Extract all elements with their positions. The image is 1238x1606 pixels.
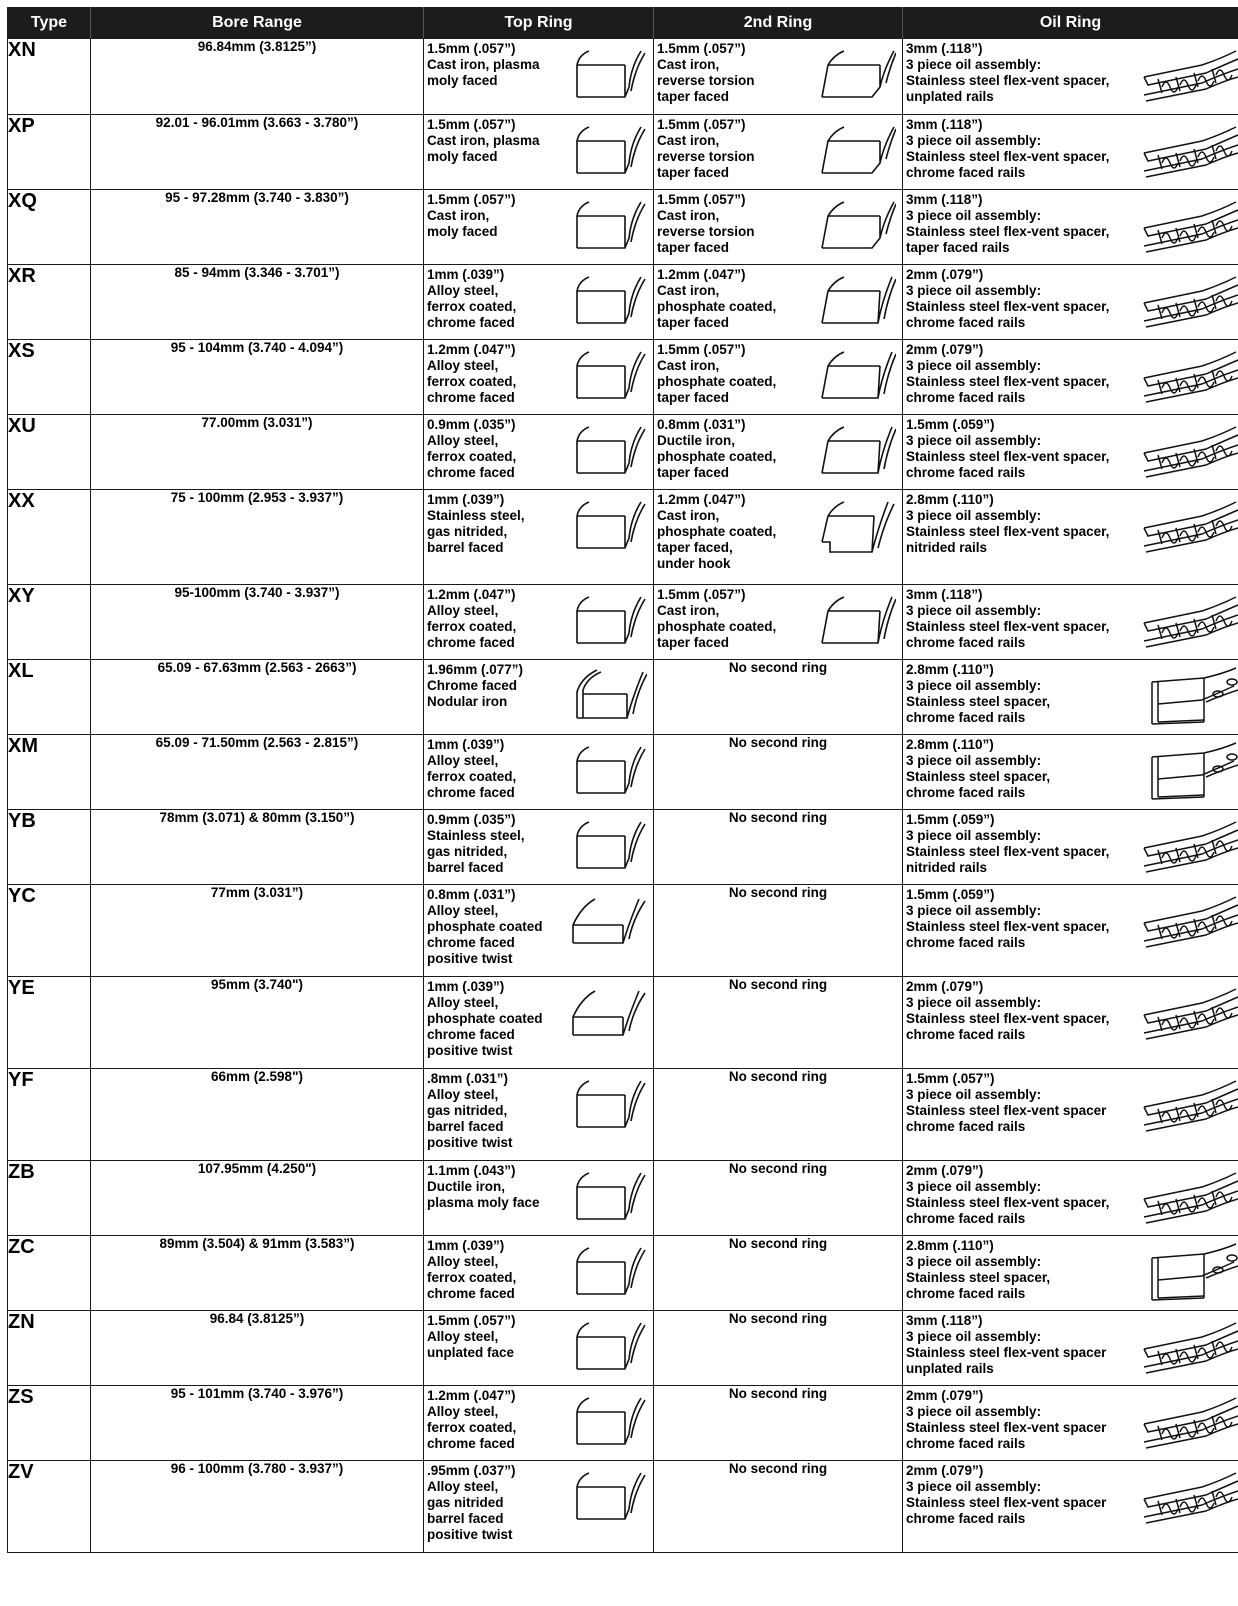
ring-type-code: XN bbox=[8, 39, 91, 115]
ring-type-code: XL bbox=[8, 660, 91, 735]
top-ring-cell bbox=[424, 415, 654, 490]
oil-ring-cell bbox=[903, 1236, 1238, 1311]
oil-ring-spec-text: 1.5mm (.059”) 3 piece oil assembly: Stainless steel flex-vent spacer, chrome faced rails bbox=[906, 417, 1110, 480]
second-ring-cell bbox=[654, 340, 903, 415]
table-row bbox=[8, 660, 1238, 735]
header-row bbox=[8, 8, 1238, 39]
second-ring-spec-text: 1.2mm (.047”) Cast iron, phosphate coated, taper faced bbox=[657, 267, 777, 330]
bore-range: 65.09 - 67.63mm (2.563 - 2663”) bbox=[91, 660, 424, 735]
table-row bbox=[8, 735, 1238, 810]
bore-range: 89mm (3.504) & 91mm (3.583”) bbox=[91, 1236, 424, 1311]
top-ring-cell bbox=[424, 810, 654, 885]
ring-type-code: XY bbox=[8, 585, 91, 660]
ring-type-code: YE bbox=[8, 977, 91, 1069]
top-ring-cell bbox=[424, 115, 654, 190]
bore-range: 95 - 97.28mm (3.740 - 3.830”) bbox=[91, 190, 424, 265]
ring-type-code: YF bbox=[8, 1069, 91, 1161]
top-ring-cell bbox=[424, 1236, 654, 1311]
oil-ring-cell bbox=[903, 39, 1238, 115]
second-ring-spec-text: 1.5mm (.057”) Cast iron, reverse torsion taper faced bbox=[657, 41, 755, 104]
no-second-ring: No second ring bbox=[654, 735, 903, 810]
oil-ring-cell bbox=[903, 977, 1238, 1069]
second-ring-cell bbox=[654, 585, 903, 660]
oil-ring-spec-text: 1.5mm (.057”) 3 piece oil assembly: Stainless steel flex-vent spacer chrome faced rails bbox=[906, 1071, 1107, 1134]
oil-ring-cell bbox=[903, 415, 1238, 490]
oil-ring-cell bbox=[903, 1386, 1238, 1461]
ring-type-code: XS bbox=[8, 340, 91, 415]
no-second-ring: No second ring bbox=[654, 1236, 903, 1311]
top-ring-spec-text: 1.5mm (.057”) Cast iron, plasma moly faced bbox=[427, 117, 540, 164]
no-second-ring: No second ring bbox=[654, 1161, 903, 1236]
top-ring-cell bbox=[424, 1461, 654, 1553]
top-ring-cell bbox=[424, 1161, 654, 1236]
oil-ring-spec-text: 2.8mm (.110”) 3 piece oil assembly: Stainless steel spacer, chrome faced rails bbox=[906, 1238, 1051, 1301]
top-ring-spec-text: 0.9mm (.035”) Stainless steel, gas nitrided, barrel faced bbox=[427, 812, 525, 875]
oil-ring-spec-text: 3mm (.118”) 3 piece oil assembly: Stainless steel flex-vent spacer, taper faced rails bbox=[906, 192, 1110, 255]
oil-ring-spec-text: 3mm (.118”) 3 piece oil assembly: Stainless steel flex-vent spacer, chrome faced rails bbox=[906, 117, 1110, 180]
oil-ring-spec-text: 1.5mm (.059”) 3 piece oil assembly: Stainless steel flex-vent spacer, nitrided rails bbox=[906, 812, 1110, 875]
bore-range: 85 - 94mm (3.346 - 3.701”) bbox=[91, 265, 424, 340]
header-top-ring: Top Ring bbox=[424, 8, 654, 39]
bore-range: 95 - 104mm (3.740 - 4.094”) bbox=[91, 340, 424, 415]
bore-range: 95 - 101mm (3.740 - 3.976”) bbox=[91, 1386, 424, 1461]
top-ring-spec-text: 1mm (.039”) Alloy steel, ferrox coated, chrome faced bbox=[427, 1238, 517, 1301]
second-ring-spec-text: 0.8mm (.031”) Ductile iron, phosphate coated, taper faced bbox=[657, 417, 777, 480]
bore-range: 107.95mm (4.250") bbox=[91, 1161, 424, 1236]
top-ring-cell bbox=[424, 1386, 654, 1461]
oil-ring-cell bbox=[903, 1461, 1238, 1553]
ring-type-code: ZC bbox=[8, 1236, 91, 1311]
header-oil-ring: Oil Ring bbox=[903, 8, 1238, 39]
table-row bbox=[8, 977, 1238, 1069]
top-ring-spec-text: 1mm (.039”) Alloy steel, phosphate coated chrome faced positive twist bbox=[427, 979, 543, 1058]
bore-range: 77mm (3.031”) bbox=[91, 885, 424, 977]
no-second-ring: No second ring bbox=[654, 1386, 903, 1461]
top-ring-cell bbox=[424, 1311, 654, 1386]
no-second-ring: No second ring bbox=[654, 977, 903, 1069]
table-row bbox=[8, 190, 1238, 265]
top-ring-spec-text: 1mm (.039”) Alloy steel, ferrox coated, chrome faced bbox=[427, 267, 517, 330]
bore-range: 96.84mm (3.8125”) bbox=[91, 39, 424, 115]
second-ring-spec-text: 1.5mm (.057”) Cast iron, phosphate coated, taper faced bbox=[657, 587, 777, 650]
ring-type-code: XM bbox=[8, 735, 91, 810]
top-ring-spec-text: 1mm (.039”) Stainless steel, gas nitrided, barrel faced bbox=[427, 492, 525, 555]
second-ring-cell bbox=[654, 115, 903, 190]
bore-range: 95mm (3.740") bbox=[91, 977, 424, 1069]
second-ring-cell bbox=[654, 490, 903, 585]
oil-ring-spec-text: 2mm (.079”) 3 piece oil assembly: Stainless steel flex-vent spacer chrome faced rails bbox=[906, 1388, 1107, 1451]
oil-ring-spec-text: 2mm (.079”) 3 piece oil assembly: Stainless steel flex-vent spacer, chrome faced rails bbox=[906, 342, 1110, 405]
second-ring-spec-text: 1.5mm (.057”) Cast iron, reverse torsion taper faced bbox=[657, 117, 755, 180]
no-second-ring: No second ring bbox=[654, 1311, 903, 1386]
oil-ring-cell bbox=[903, 885, 1238, 977]
oil-ring-cell bbox=[903, 490, 1238, 585]
top-ring-spec-text: 1.2mm (.047”) Alloy steel, ferrox coated, chrome faced bbox=[427, 1388, 517, 1451]
ring-type-code: XX bbox=[8, 490, 91, 585]
ring-type-code: XR bbox=[8, 265, 91, 340]
ring-type-code: ZB bbox=[8, 1161, 91, 1236]
oil-ring-spec-text: 2.8mm (.110”) 3 piece oil assembly: Stainless steel spacer, chrome faced rails bbox=[906, 662, 1051, 725]
header-bore-range: Bore Range bbox=[91, 8, 424, 39]
oil-ring-spec-text: 2mm (.079”) 3 piece oil assembly: Stainless steel flex-vent spacer, chrome faced rails bbox=[906, 267, 1110, 330]
header-type: Type bbox=[8, 8, 91, 39]
oil-ring-spec-text: 2mm (.079”) 3 piece oil assembly: Stainless steel flex-vent spacer, chrome faced rails bbox=[906, 979, 1110, 1042]
second-ring-spec-text: 1.5mm (.057”) Cast iron, phosphate coated, taper faced bbox=[657, 342, 777, 405]
bore-range: 75 - 100mm (2.953 - 3.937”) bbox=[91, 490, 424, 585]
top-ring-cell bbox=[424, 1069, 654, 1161]
second-ring-spec-text: 1.5mm (.057”) Cast iron, reverse torsion taper faced bbox=[657, 192, 755, 255]
top-ring-cell bbox=[424, 660, 654, 735]
oil-ring-cell bbox=[903, 660, 1238, 735]
oil-ring-spec-text: 2.8mm (.110”) 3 piece oil assembly: Stainless steel flex-vent spacer, nitrided rails bbox=[906, 492, 1110, 555]
top-ring-cell bbox=[424, 735, 654, 810]
oil-ring-cell bbox=[903, 1069, 1238, 1161]
top-ring-cell bbox=[424, 490, 654, 585]
second-ring-cell bbox=[654, 415, 903, 490]
table-row bbox=[8, 1311, 1238, 1386]
second-ring-cell bbox=[654, 190, 903, 265]
no-second-ring: No second ring bbox=[654, 885, 903, 977]
table-row bbox=[8, 810, 1238, 885]
header-second-ring: 2nd Ring bbox=[654, 8, 903, 39]
top-ring-cell bbox=[424, 885, 654, 977]
top-ring-cell bbox=[424, 340, 654, 415]
oil-ring-cell bbox=[903, 115, 1238, 190]
top-ring-cell bbox=[424, 190, 654, 265]
oil-ring-cell bbox=[903, 265, 1238, 340]
oil-ring-spec-text: 1.5mm (.059”) 3 piece oil assembly: Stainless steel flex-vent spacer, chrome faced rails bbox=[906, 887, 1110, 950]
top-ring-spec-text: 1.5mm (.057”) Cast iron, moly faced bbox=[427, 192, 516, 239]
top-ring-spec-text: 1.5mm (.057”) Alloy steel, unplated face bbox=[427, 1313, 516, 1360]
top-ring-spec-text: .95mm (.037”) Alloy steel, gas nitrided barrel faced positive twist bbox=[427, 1463, 516, 1542]
top-ring-cell bbox=[424, 39, 654, 115]
table-row bbox=[8, 1386, 1238, 1461]
ring-type-code: ZN bbox=[8, 1311, 91, 1386]
table-row bbox=[8, 490, 1238, 585]
top-ring-spec-text: 0.8mm (.031”) Alloy steel, phosphate coated chrome faced positive twist bbox=[427, 887, 543, 966]
top-ring-spec-text: 1.2mm (.047”) Alloy steel, ferrox coated, chrome faced bbox=[427, 342, 517, 405]
oil-ring-spec-text: 3mm (.118”) 3 piece oil assembly: Stainless steel flex-vent spacer, unplated rails bbox=[906, 41, 1110, 104]
ring-type-code: XQ bbox=[8, 190, 91, 265]
oil-ring-cell bbox=[903, 735, 1238, 810]
bore-range: 95-100mm (3.740 - 3.937”) bbox=[91, 585, 424, 660]
bore-range: 66mm (2.598") bbox=[91, 1069, 424, 1161]
table-row bbox=[8, 885, 1238, 977]
top-ring-spec-text: 1.5mm (.057”) Cast iron, plasma moly faced bbox=[427, 41, 540, 88]
top-ring-cell bbox=[424, 977, 654, 1069]
second-ring-cell bbox=[654, 39, 903, 115]
no-second-ring: No second ring bbox=[654, 660, 903, 735]
table-row bbox=[8, 415, 1238, 490]
table-row bbox=[8, 265, 1238, 340]
oil-ring-spec-text: 2mm (.079”) 3 piece oil assembly: Stainless steel flex-vent spacer chrome faced rails bbox=[906, 1463, 1107, 1526]
table-row bbox=[8, 340, 1238, 415]
top-ring-spec-text: .8mm (.031”) Alloy steel, gas nitrided, barrel faced positive twist bbox=[427, 1071, 513, 1150]
second-ring-spec-text: 1.2mm (.047”) Cast iron, phosphate coated, taper faced, under hook bbox=[657, 492, 777, 571]
table-row bbox=[8, 1236, 1238, 1311]
oil-ring-spec-text: 3mm (.118”) 3 piece oil assembly: Stainless steel flex-vent spacer unplated rails bbox=[906, 1313, 1107, 1376]
oil-ring-cell bbox=[903, 810, 1238, 885]
oil-ring-cell bbox=[903, 340, 1238, 415]
bore-range: 96 - 100mm (3.780 - 3.937”) bbox=[91, 1461, 424, 1553]
table-row bbox=[8, 1161, 1238, 1236]
ring-type-code: YC bbox=[8, 885, 91, 977]
bore-range: 77.00mm (3.031”) bbox=[91, 415, 424, 490]
second-ring-cell bbox=[654, 265, 903, 340]
oil-ring-spec-text: 3mm (.118”) 3 piece oil assembly: Stainless steel flex-vent spacer, chrome faced rails bbox=[906, 587, 1110, 650]
ring-type-code: ZS bbox=[8, 1386, 91, 1461]
table-row bbox=[8, 1461, 1238, 1553]
top-ring-cell bbox=[424, 265, 654, 340]
oil-ring-spec-text: 2mm (.079”) 3 piece oil assembly: Stainless steel flex-vent spacer, chrome faced rails bbox=[906, 1163, 1110, 1226]
top-ring-spec-text: 1.96mm (.077”) Chrome faced Nodular iron bbox=[427, 662, 524, 709]
bore-range: 96.84 (3.8125”) bbox=[91, 1311, 424, 1386]
no-second-ring: No second ring bbox=[654, 810, 903, 885]
top-ring-spec-text: 1.2mm (.047”) Alloy steel, ferrox coated, chrome faced bbox=[427, 587, 517, 650]
oil-ring-cell bbox=[903, 1161, 1238, 1236]
oil-ring-cell bbox=[903, 190, 1238, 265]
no-second-ring: No second ring bbox=[654, 1461, 903, 1553]
ring-type-code: ZV bbox=[8, 1461, 91, 1553]
piston-ring-table bbox=[7, 7, 1238, 1553]
bore-range: 92.01 - 96.01mm (3.663 - 3.780”) bbox=[91, 115, 424, 190]
table-row bbox=[8, 115, 1238, 190]
oil-ring-cell bbox=[903, 1311, 1238, 1386]
table-row bbox=[8, 39, 1238, 115]
ring-type-code: XP bbox=[8, 115, 91, 190]
oil-ring-cell bbox=[903, 585, 1238, 660]
top-ring-spec-text: 0.9mm (.035”) Alloy steel, ferrox coated, chrome faced bbox=[427, 417, 517, 480]
bore-range: 78mm (3.071) & 80mm (3.150”) bbox=[91, 810, 424, 885]
bore-range: 65.09 - 71.50mm (2.563 - 2.815”) bbox=[91, 735, 424, 810]
top-ring-cell bbox=[424, 585, 654, 660]
table-row bbox=[8, 585, 1238, 660]
ring-type-code: YB bbox=[8, 810, 91, 885]
top-ring-spec-text: 1mm (.039”) Alloy steel, ferrox coated, chrome faced bbox=[427, 737, 517, 800]
table-row bbox=[8, 1069, 1238, 1161]
no-second-ring: No second ring bbox=[654, 1069, 903, 1161]
table-body bbox=[8, 39, 1238, 1553]
top-ring-spec-text: 1.1mm (.043”) Ductile iron, plasma moly face bbox=[427, 1163, 540, 1210]
oil-ring-spec-text: 2.8mm (.110”) 3 piece oil assembly: Stainless steel spacer, chrome faced rails bbox=[906, 737, 1051, 800]
ring-type-code: XU bbox=[8, 415, 91, 490]
